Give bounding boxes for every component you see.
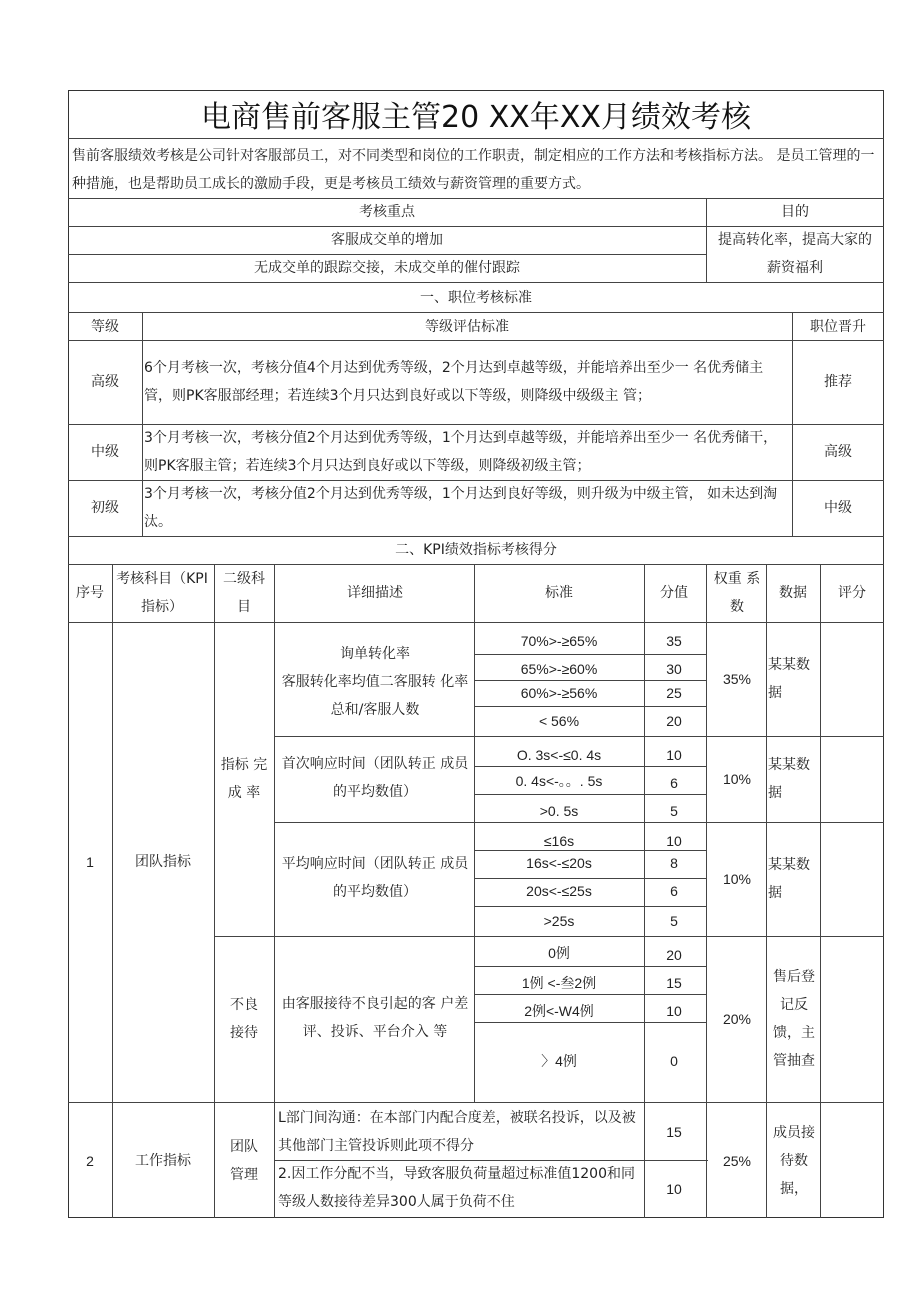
rule — [766, 564, 767, 1218]
rule — [474, 994, 706, 995]
rule — [68, 138, 884, 139]
intro-text: 售前客服绩效考核是公司针对客服部员工，对不同类型和岗位的工作职责，制定相应的工作方法和考核指标方法。 是员工管理的一种措施，也是帮助员工成长的激励手段，更是考核员工绩效与薪资管理的重要方式。 — [72, 148, 875, 192]
kpi-header-score: 分值 — [660, 585, 688, 601]
rule — [68, 1102, 884, 1103]
rule — [474, 850, 706, 851]
section2-title: 二、KPI绩效指标考核得分 — [395, 542, 557, 558]
kpi-header-weight: 权重 系数 — [713, 571, 761, 615]
g1-b-std-3: >0. 5s — [539, 803, 579, 819]
g2-seq: 2 — [86, 1153, 94, 1169]
kpi-header-std: 标准 — [545, 585, 573, 601]
g1-a-std-4: < 56% — [538, 713, 580, 729]
rule — [274, 822, 884, 823]
s1-header-criteria: 等级评估标准 — [425, 318, 509, 335]
g1-d-score-1: 20 — [666, 947, 682, 963]
g1-c-score-1: 10 — [666, 833, 682, 849]
level-mid: 中级 — [91, 444, 119, 460]
g2-desc-1: L部门间沟通：在本部门内配合度差，被联名投诉，以及被其他部门主管投诉则此项不得分 — [278, 1110, 636, 1154]
level-senior: 高级 — [91, 374, 119, 390]
rule — [474, 966, 706, 967]
g1-b-weight: 10% — [722, 771, 752, 787]
g1-d-score-3: 10 — [666, 1003, 682, 1019]
g1-a-score-4: 20 — [666, 713, 682, 729]
focus-item-1: 客服成交单的增加 — [331, 232, 443, 248]
g1-c-std-3: 20s<-≤25s — [526, 883, 592, 899]
rule — [68, 226, 884, 227]
kpi-header-data: 数据 — [779, 585, 807, 601]
g1-b-score-1: 10 — [666, 747, 682, 763]
g1-d-weight: 20% — [722, 1011, 752, 1027]
rule — [820, 564, 821, 1218]
rule — [474, 680, 706, 681]
rule — [474, 766, 706, 767]
rule — [68, 282, 884, 283]
section1-title: 一、职位考核标准 — [420, 290, 532, 306]
g1-c-std-2: 16s<-≤20s — [526, 855, 592, 871]
rule — [214, 936, 884, 937]
kpi-header-sub: 二级科目 — [223, 571, 265, 615]
s1-header-promotion: 职位晋升 — [810, 318, 866, 335]
g1-a-data: 某某数据 — [768, 657, 810, 701]
level-junior: 初级 — [91, 500, 119, 516]
rule — [474, 878, 706, 879]
g2-desc-2: 2.因工作分配不当，导致客服负荷量超过标准值1200和同等级人数接待差异300人属于负荷不住 — [278, 1166, 635, 1210]
g1-d-data: 售后登记反馈，主管抽查 — [773, 969, 815, 1069]
rule — [68, 198, 884, 199]
rule — [792, 312, 793, 536]
rule — [68, 564, 884, 565]
g1-b-score-3: 5 — [670, 803, 678, 819]
g1-a-weight: 35% — [722, 671, 752, 687]
g1-a-std-1: 70%>-≥65% — [520, 633, 598, 649]
g2-score-1: 15 — [666, 1124, 682, 1140]
g1-a-std-3: 60%>-≥56% — [520, 685, 598, 701]
rule — [474, 564, 475, 1102]
g1-b-std-1: O. 3s<-≤0. 4s — [516, 747, 602, 763]
rule — [68, 340, 884, 341]
g2-data: 成员接待数据， — [773, 1125, 815, 1197]
g1-d-std-2: 1例 <-叁2例 — [521, 975, 597, 991]
rule — [474, 706, 706, 707]
g1-sub1: 指标 完成 率 — [220, 757, 268, 801]
g1-c-score-3: 6 — [670, 883, 678, 899]
goal-header: 目的 — [781, 204, 809, 220]
g1-b-data: 某某数据 — [768, 757, 810, 801]
criteria-junior: 3个月考核一次，考核分值2个月达到优秀等级，1个月达到良好等级，则升级为中级主管， 如未达到淘汰。 — [144, 486, 778, 530]
rule — [68, 312, 884, 313]
g1-a-desc-a: 询单转化率 — [340, 646, 410, 662]
kpi-header-rating: 评分 — [838, 585, 866, 601]
promotion-junior: 中级 — [824, 500, 852, 516]
rule — [68, 536, 884, 537]
g1-a-score-2: 30 — [666, 661, 682, 677]
kpi-header-seq: 序号 — [76, 585, 104, 601]
rule — [474, 906, 706, 907]
g1-b-std-2: 0. 4s<-。。. 5s — [515, 773, 603, 789]
rule — [274, 1160, 708, 1161]
g1-c-score-2: 8 — [670, 855, 678, 871]
g1-b-score-2: 6 — [670, 775, 678, 791]
g1-d-desc: 由客服接待不良引起的客 户差评、投诉、平台介入 等 — [281, 996, 469, 1040]
g2-sub: 团队管理 — [230, 1139, 258, 1183]
rule — [644, 564, 645, 1218]
g1-b-desc: 首次响应时间（团队转正 成员的平均数值） — [281, 756, 469, 800]
g1-c-data: 某某数据 — [768, 857, 810, 901]
g1-a-std-2: 65%>-≥60% — [520, 661, 598, 677]
g1-d-score-4: 0 — [670, 1053, 678, 1069]
rule — [274, 564, 275, 1218]
criteria-senior: 6个月考核一次，考核分值4个月达到优秀等级，2个月达到卓越等级，并能培养出至少一 名优秀储主管，则PK客服部经理；若连续3个月只达到良好或以下等级，则降级中级级主 管； — [144, 360, 764, 404]
g1-a-score-1: 35 — [666, 633, 682, 649]
g2-score-2: 10 — [666, 1181, 682, 1197]
g1-seq: 1 — [86, 854, 94, 870]
rule — [68, 254, 706, 255]
rule — [474, 794, 706, 795]
g1-d-std-3: 2例<-W4例 — [524, 1003, 594, 1019]
g2-subject: 工作指标 — [135, 1153, 191, 1169]
focus-item-2: 无成交单的跟踪交接，未成交单的催付跟踪 — [254, 260, 520, 276]
promotion-mid: 高级 — [824, 444, 852, 460]
rule — [112, 564, 113, 1218]
rule — [68, 622, 884, 623]
rule — [474, 1022, 706, 1023]
g1-subject: 团队指标 — [135, 854, 191, 870]
rule — [706, 198, 707, 282]
kpi-header-subject: 考核科目（KPI指标） — [116, 571, 208, 615]
g1-sub2: 不良接待 — [230, 997, 258, 1041]
rule — [142, 312, 143, 536]
g1-d-std-4: 〉4例 — [541, 1053, 577, 1069]
rule — [706, 564, 707, 1218]
g1-d-score-2: 15 — [666, 975, 682, 991]
page-title: 电商售前客服主管20 XX年XX月绩效考核 — [201, 100, 751, 135]
g2-weight: 25% — [722, 1153, 752, 1169]
g1-c-std-4: >25s — [543, 913, 575, 929]
rule — [68, 480, 884, 481]
kpi-header-desc: 详细描述 — [347, 585, 403, 601]
g1-d-std-1: 0例 — [548, 945, 570, 961]
g1-c-score-4: 5 — [670, 913, 678, 929]
g1-c-std-1: ≤16s — [543, 833, 575, 849]
focus-header: 考核重点 — [359, 204, 415, 220]
rule — [214, 564, 215, 1218]
s1-header-level: 等级 — [91, 318, 119, 335]
rule — [274, 736, 884, 737]
g1-c-weight: 10% — [722, 871, 752, 887]
criteria-mid: 3个月考核一次，考核分值2个月达到优秀等级，1个月达到卓越等级，并能培养出至少一 名优秀储干，则PK客服主管；若连续3个月只达到良好或以下等级，则降级初级主管； — [144, 430, 778, 474]
g1-a-score-3: 25 — [666, 685, 682, 701]
rule — [474, 654, 706, 655]
goal-text: 提高转化率，提高大家的薪资福利 — [718, 232, 872, 276]
promotion-senior: 推荐 — [824, 374, 852, 390]
g1-c-desc: 平均响应时间（团队转正 成员的平均数值） — [281, 856, 469, 900]
rule — [68, 424, 884, 425]
g1-a-desc-b: 客服转化率均值二客服转 化率总和/客服人数 — [281, 674, 469, 718]
